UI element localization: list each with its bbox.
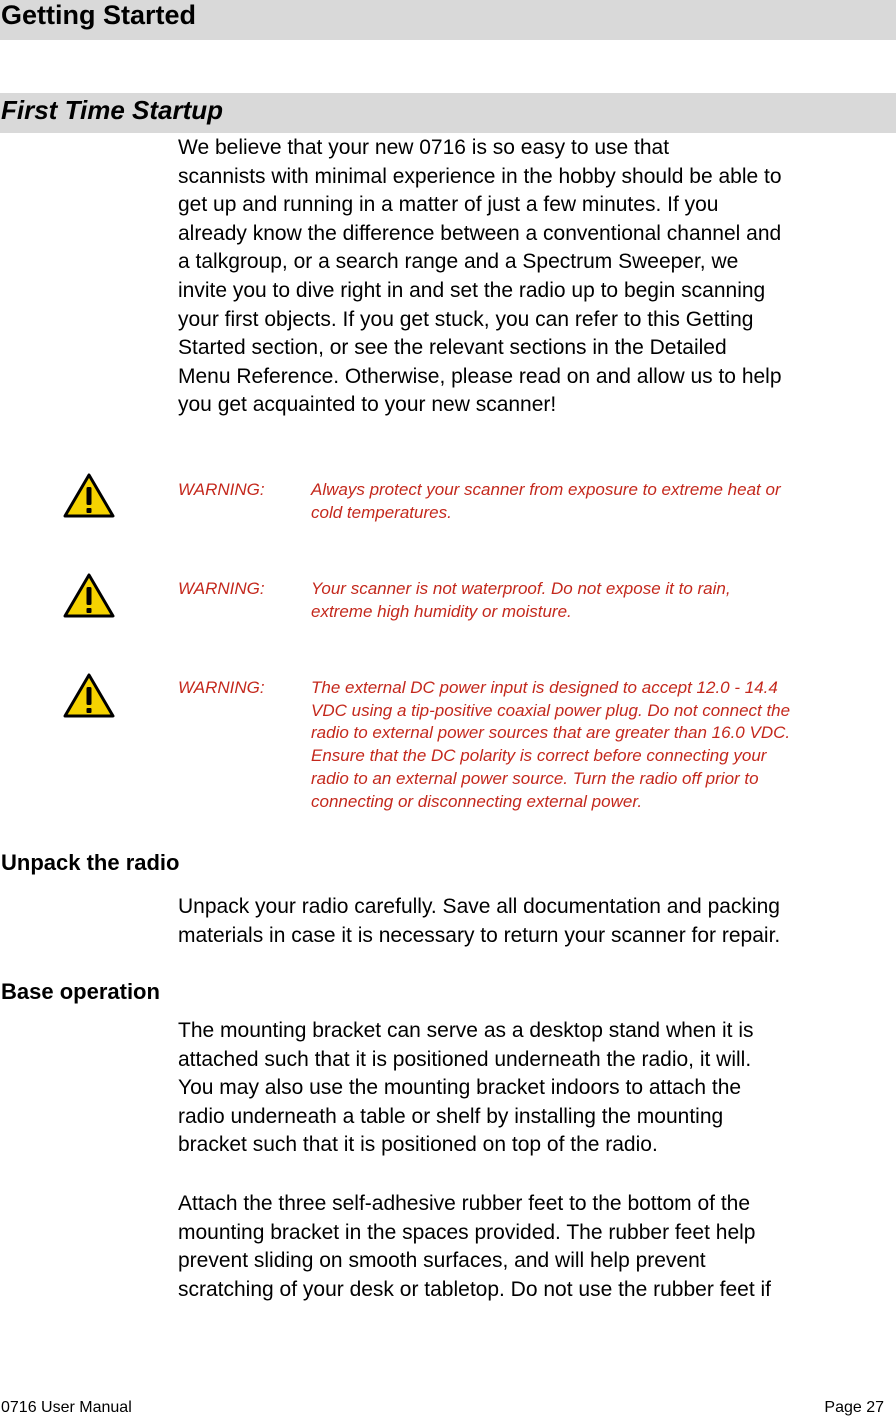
- section-title: First Time Startup: [0, 93, 896, 133]
- warning-triangle-icon: [62, 472, 116, 520]
- warning-text: Always protect your scanner from exposure to extreme heat or cold temperatures.: [311, 480, 781, 522]
- base-paragraph-1: The mounting bracket can serve as a desktop stand when it is attached such that it is positioned underneath the radio, it will. You may also use the mounting bracket indoors to attach the radio underneath a table or shelf by installing the mounting bracket such that it is positioned on top of the radio.: [178, 1019, 754, 1157]
- chapter-title: Getting Started: [0, 0, 896, 40]
- unpack-paragraph: Unpack your radio carefully. Save all documentation and packing materials in case it is necessary to return your scanner for repair.: [178, 895, 781, 947]
- warning-label: WARNING:: [178, 678, 265, 697]
- unpack-heading: Unpack the radio: [1, 850, 180, 875]
- warning-text: Your scanner is not waterproof. Do not expose it to rain, extreme high humidity or moisture.: [311, 579, 731, 621]
- warning-triangle-icon: [62, 572, 116, 620]
- base-operation-heading: Base operation: [1, 979, 160, 1004]
- footer-page-number: Page 27: [824, 1399, 884, 1416]
- base-paragraph-2: Attach the three self-adhesive rubber feet to the bottom of the mounting bracket in the spaces provided. The rubber feet help prevent sliding on smooth surfaces, and will help prevent scratching of your desk or tabletop. Do not use the rubber feet if: [178, 1192, 772, 1301]
- intro-paragraph: We believe that your new 0716 is so easy to use that scannists with minimal experience in the hobby should be able to get up and running in a matter of just a few minutes. If you already know the difference between a conventional channel and a talkgroup, or a search range and a Spectrum Sweeper, we invite you to dive right in and set the radio up to begin scanning your first objects. If you get stuck, you can refer to this Getting Started section, or see the relevant sections in the Detailed Menu Reference. Otherwise, please read on and allow us to help you get acquainted to your new scanner!: [178, 136, 782, 417]
- warning-text: The external DC power input is designed to accept 12.0 - 14.4 VDC using a tip-positive coaxial power plug. Do not connect the radio to external power sources that are greater than 16.0 VDC. Ensure that the DC polarity is correct before connecting your radio to an external power source. Turn the radio off prior to connecting or disconnecting external power.: [311, 678, 791, 811]
- warning-label: WARNING:: [178, 579, 265, 598]
- warning-triangle-icon: [62, 672, 116, 720]
- footer-manual-title: 0716 User Manual: [1, 1399, 132, 1416]
- warning-label: WARNING:: [178, 480, 265, 499]
